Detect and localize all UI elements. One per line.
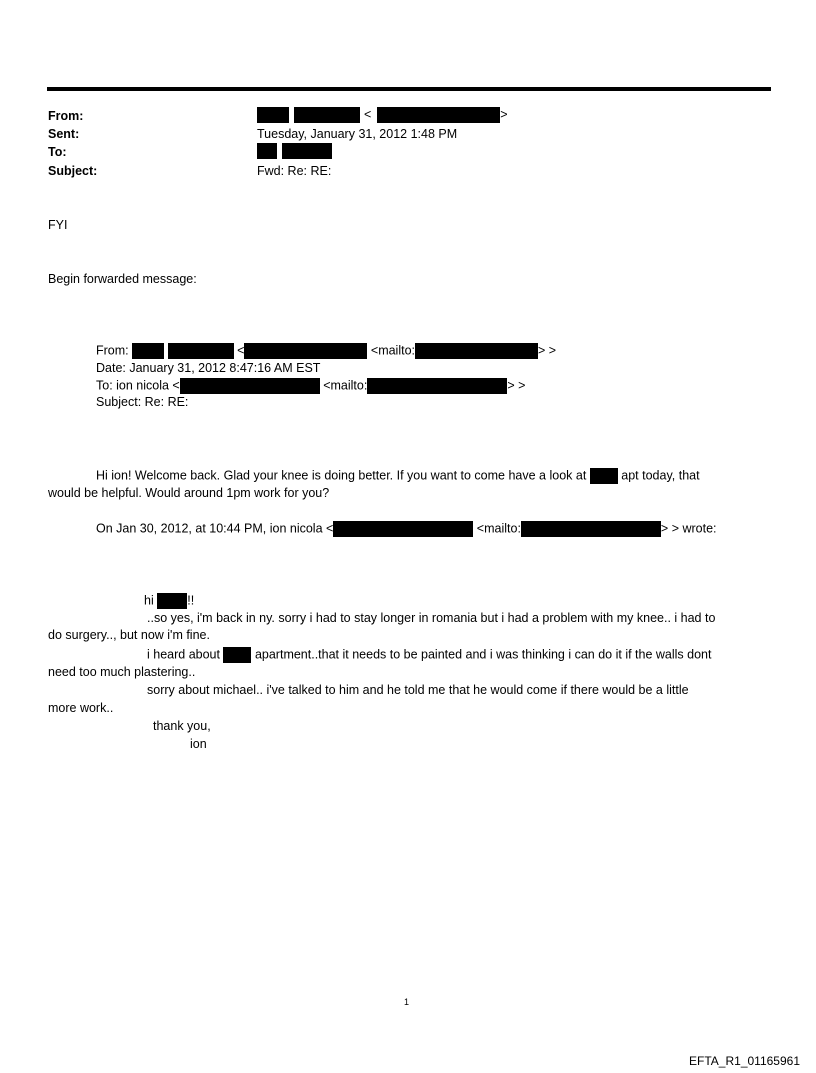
on-wrote: > > wrote:	[660, 521, 717, 536]
message-line-1	[96, 468, 700, 484]
to-value	[257, 143, 332, 159]
fwd-close: > >	[538, 343, 557, 358]
reply-line-8: ion	[190, 737, 207, 751]
fwd-to-mailto: <mailto:	[323, 378, 368, 393]
header-rule	[47, 87, 771, 91]
reply-line-2: do surgery.., but now i'm fine.	[48, 628, 210, 642]
reply-text: i heard about	[147, 647, 220, 662]
sent-label: Sent:	[48, 127, 80, 141]
redaction	[333, 521, 473, 537]
redaction	[590, 468, 618, 484]
sent-value: Tuesday, January 31, 2012 1:48 PM	[257, 127, 458, 141]
redaction	[257, 143, 277, 159]
fwd-to-close: > >	[507, 378, 526, 393]
reply-line-5: sorry about michael.. i've talked to him and he told me that he would come if there would be a little	[147, 683, 689, 697]
fyi-text: FYI	[48, 218, 68, 232]
subject-label: Subject:	[48, 164, 98, 178]
fwd-from-label: From:	[96, 343, 129, 358]
fwd-date-line: Date: January 31, 2012 8:47:16 AM EST	[96, 361, 321, 375]
redaction	[521, 521, 661, 537]
redaction	[223, 647, 251, 663]
subject-value: Fwd: Re: RE:	[257, 164, 332, 178]
reply-text: apartment..that it needs to be painted and i was thinking i can do it if the walls dont	[254, 647, 712, 662]
reply-line-6: more work..	[48, 701, 114, 715]
from-gt: >	[500, 107, 508, 122]
fwd-to-line	[96, 378, 525, 394]
from-value	[257, 107, 508, 123]
message-text: Hi ion! Welcome back. Glad your knee is doing better. If you want to come have a look at	[96, 468, 587, 483]
from-lt: <	[363, 107, 372, 122]
reply-line-4: need too much plastering..	[48, 665, 196, 679]
redaction	[367, 378, 507, 394]
message-line-2: would be helpful. Would around 1pm work for you?	[48, 486, 330, 500]
redaction	[157, 593, 187, 609]
redaction	[168, 343, 234, 359]
reply-hi-line	[144, 593, 194, 609]
on-wrote-line	[96, 521, 717, 537]
redaction	[132, 343, 164, 359]
message-text: apt today, that	[621, 468, 700, 483]
fwd-mailto: <mailto:	[370, 343, 416, 358]
redaction	[180, 378, 320, 394]
begin-forwarded-text: Begin forwarded message:	[48, 272, 197, 286]
fwd-from-line	[96, 343, 556, 359]
redaction	[282, 143, 332, 159]
redaction	[377, 107, 500, 123]
redaction	[257, 107, 289, 123]
redaction	[294, 107, 360, 123]
reply-line-1: ..so yes, i'm back in ny. sorry i had to stay longer in romania but i had a problem with my knee.. i had to	[147, 611, 716, 625]
redaction	[415, 343, 538, 359]
reply-line-7: thank you,	[153, 719, 211, 733]
reply-line-3	[147, 647, 711, 663]
reply-hi: hi	[144, 593, 154, 608]
fwd-to-prefix: To: ion nicola <	[96, 378, 180, 393]
document-id: EFTA_R1_01165961	[689, 1054, 800, 1068]
page-number: 1	[404, 997, 410, 1007]
on-mailto: <mailto:	[476, 521, 521, 536]
fwd-subject-line: Subject: Re: RE:	[96, 395, 189, 409]
redaction	[244, 343, 367, 359]
on-prefix: On Jan 30, 2012, at 10:44 PM, ion nicola <	[96, 521, 334, 536]
fwd-lt: <	[237, 343, 245, 358]
to-label: To:	[48, 145, 67, 159]
from-label: From:	[48, 109, 84, 123]
reply-hi-end: !!	[187, 593, 195, 608]
